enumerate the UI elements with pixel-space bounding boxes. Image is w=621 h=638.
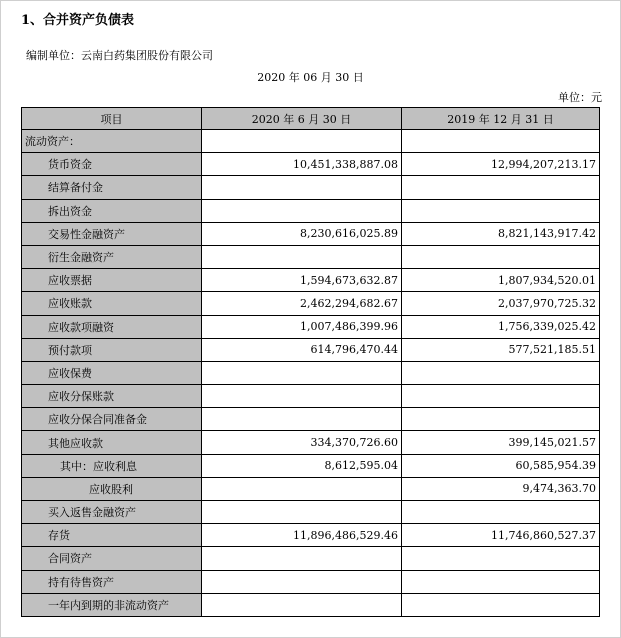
current-period-value	[202, 477, 402, 500]
row-label: 一年内到期的非流动资产	[22, 593, 202, 616]
table-row	[22, 454, 600, 477]
unit-label: 单位：元	[558, 91, 602, 104]
row-label: 存货	[22, 524, 202, 547]
row-label: 应收分保账款	[22, 385, 202, 408]
current-period-value	[202, 245, 402, 268]
table-row	[22, 269, 600, 292]
prior-period-value: 8,821,143,917.42	[402, 222, 600, 245]
row-label: 衍生金融资产	[22, 245, 202, 268]
table-row	[22, 292, 600, 315]
header-prior-period: 2019 年 12 月 31 日	[402, 108, 600, 130]
row-label: 应收保费	[22, 361, 202, 384]
current-period-value	[202, 199, 402, 222]
row-label: 拆出资金	[22, 199, 202, 222]
row-label: 合同资产	[22, 547, 202, 570]
current-period-value: 2,462,294,682.67	[202, 292, 402, 315]
row-label: 货币资金	[22, 153, 202, 176]
current-period-value	[202, 130, 402, 153]
current-period-value	[202, 501, 402, 524]
table-row	[22, 153, 600, 176]
header-current-period: 2020 年 6 月 30 日	[202, 108, 402, 130]
current-period-value	[202, 408, 402, 431]
header-item: 项目	[22, 108, 202, 130]
row-label: 买入返售金融资产	[22, 501, 202, 524]
row-label: 其中：应收利息	[22, 454, 202, 477]
table-row	[22, 593, 600, 616]
prior-period-value	[402, 176, 600, 199]
report-date: 2020 年 06 月 30 日	[257, 71, 364, 84]
row-label: 预付款项	[22, 338, 202, 361]
row-label: 应收票据	[22, 269, 202, 292]
prior-period-value	[402, 570, 600, 593]
current-period-value: 10,451,338,887.08	[202, 153, 402, 176]
table-row	[22, 222, 600, 245]
current-period-value: 11,896,486,529.46	[202, 524, 402, 547]
row-label: 交易性金融资产	[22, 222, 202, 245]
row-label: 应收分保合同准备金	[22, 408, 202, 431]
current-period-value	[202, 361, 402, 384]
table-row	[22, 501, 600, 524]
current-period-value: 1,594,673,632.87	[202, 269, 402, 292]
current-period-value	[202, 547, 402, 570]
prior-period-value	[402, 199, 600, 222]
prior-period-value	[402, 245, 600, 268]
current-period-value	[202, 385, 402, 408]
balance-sheet-table	[21, 107, 600, 617]
table-row	[22, 547, 600, 570]
table-header-row	[22, 108, 600, 130]
current-period-value: 8,230,616,025.89	[202, 222, 402, 245]
company-line: 编制单位：云南白药集团股份有限公司	[26, 49, 213, 62]
current-period-value: 1,007,486,399.96	[202, 315, 402, 338]
prior-period-value	[402, 408, 600, 431]
table-row	[22, 524, 600, 547]
current-period-value	[202, 593, 402, 616]
current-period-value	[202, 570, 402, 593]
current-period-value: 8,612,595.04	[202, 454, 402, 477]
row-label: 其他应收款	[22, 431, 202, 454]
table-row	[22, 570, 600, 593]
prior-period-value: 60,585,954.39	[402, 454, 600, 477]
prior-period-value: 1,756,339,025.42	[402, 315, 600, 338]
table-row	[22, 315, 600, 338]
prior-period-value	[402, 547, 600, 570]
prior-period-value: 399,145,021.57	[402, 431, 600, 454]
prior-period-value	[402, 361, 600, 384]
prior-period-value: 2,037,970,725.32	[402, 292, 600, 315]
table-row	[22, 199, 600, 222]
table-row	[22, 408, 600, 431]
prior-period-value: 577,521,185.51	[402, 338, 600, 361]
row-label: 流动资产：	[22, 130, 202, 153]
prior-period-value: 9,474,363.70	[402, 477, 600, 500]
row-label: 持有待售资产	[22, 570, 202, 593]
table-row	[22, 477, 600, 500]
current-period-value: 334,370,726.60	[202, 431, 402, 454]
prior-period-value	[402, 593, 600, 616]
row-label: 应收款项融资	[22, 315, 202, 338]
table-row	[22, 361, 600, 384]
table-row	[22, 385, 600, 408]
prior-period-value: 12,994,207,213.17	[402, 153, 600, 176]
table-row	[22, 176, 600, 199]
current-period-value: 614,796,470.44	[202, 338, 402, 361]
table-row	[22, 338, 600, 361]
prior-period-value: 11,746,860,527.37	[402, 524, 600, 547]
table-body	[22, 130, 600, 617]
prior-period-value	[402, 501, 600, 524]
prior-period-value	[402, 385, 600, 408]
prior-period-value	[402, 130, 600, 153]
table-row	[22, 130, 600, 153]
section-title: 1、合并资产负债表	[21, 13, 135, 28]
row-label: 应收股利	[22, 477, 202, 500]
table-row	[22, 245, 600, 268]
prior-period-value: 1,807,934,520.01	[402, 269, 600, 292]
row-label: 应收账款	[22, 292, 202, 315]
row-label: 结算备付金	[22, 176, 202, 199]
current-period-value	[202, 176, 402, 199]
table-row	[22, 431, 600, 454]
